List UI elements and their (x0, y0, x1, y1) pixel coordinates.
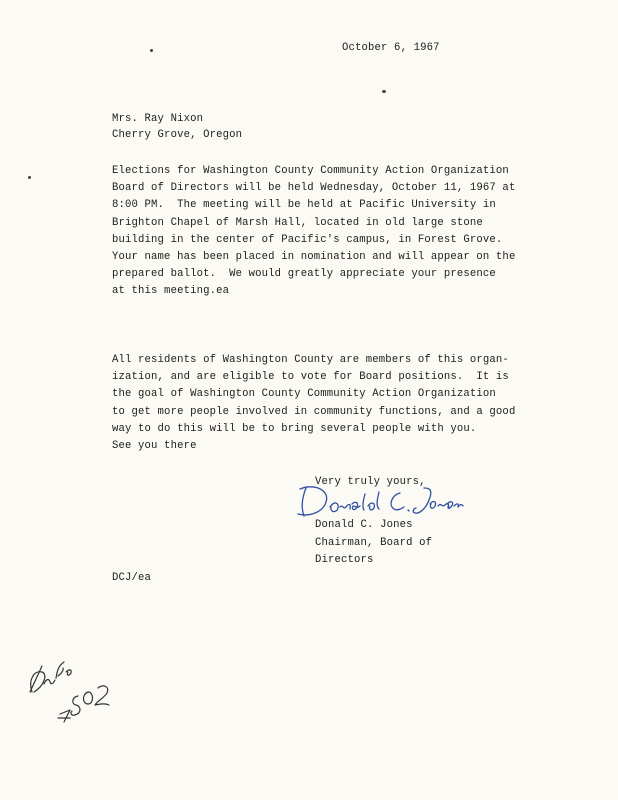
paragraph-line: the goal of Washington County Community Action Organization (112, 388, 496, 401)
paragraph-line: Board of Directors will be held Wednesday, October 11, 1967 at (112, 182, 516, 195)
paragraph-line: to get more people involved in community functions, and a good (112, 405, 516, 418)
closing-line: See you there (112, 440, 197, 452)
paper-speck (150, 49, 153, 52)
paragraph-line: All residents of Washington County are members of this organ- (112, 354, 509, 366)
paragraph-line: Brighton Chapel of Marsh Hall, located in old large stone (112, 216, 483, 229)
paragraph-line: prepared ballot. We would greatly appreciate your presence (112, 268, 496, 281)
signer-title: Chairman, Board of (315, 536, 433, 549)
paper-speck (28, 176, 31, 179)
signature-block (315, 520, 432, 573)
valediction: Very truly yours, (315, 476, 426, 488)
paragraph-line: ization, and are eligible to vote for Board positions. It is (112, 371, 509, 384)
paragraph-residents (112, 355, 515, 441)
recipient-name: Mrs. Ray Nixon (112, 113, 204, 125)
paragraph-line: 8:00 PM. The meeting will be held at Pacific University in (112, 199, 496, 212)
handwritten-note-icon (18, 640, 138, 730)
signature-icon (292, 480, 467, 522)
paragraph-line: building in the center of Pacific's campus, in Forest Grove. (112, 233, 503, 246)
paper-speck (382, 90, 386, 93)
signer-name: Donald C. Jones (315, 519, 413, 531)
letter-date: October 6, 1967 (342, 42, 440, 54)
paragraph-line: at this meeting.ea (112, 285, 230, 298)
recipient-location: Cherry Grove, Oregon (112, 129, 243, 141)
typist-initials: DCJ/ea (112, 572, 152, 584)
paragraph-line: Elections for Washington County Community Action Organization (112, 165, 509, 177)
paragraph-line: way to do this will be to bring several people with you. (112, 422, 477, 435)
paragraph-elections (112, 166, 515, 304)
signer-title: Directors (315, 554, 374, 567)
paragraph-line: Your name has been placed in nomination and will appear on the (112, 250, 516, 263)
